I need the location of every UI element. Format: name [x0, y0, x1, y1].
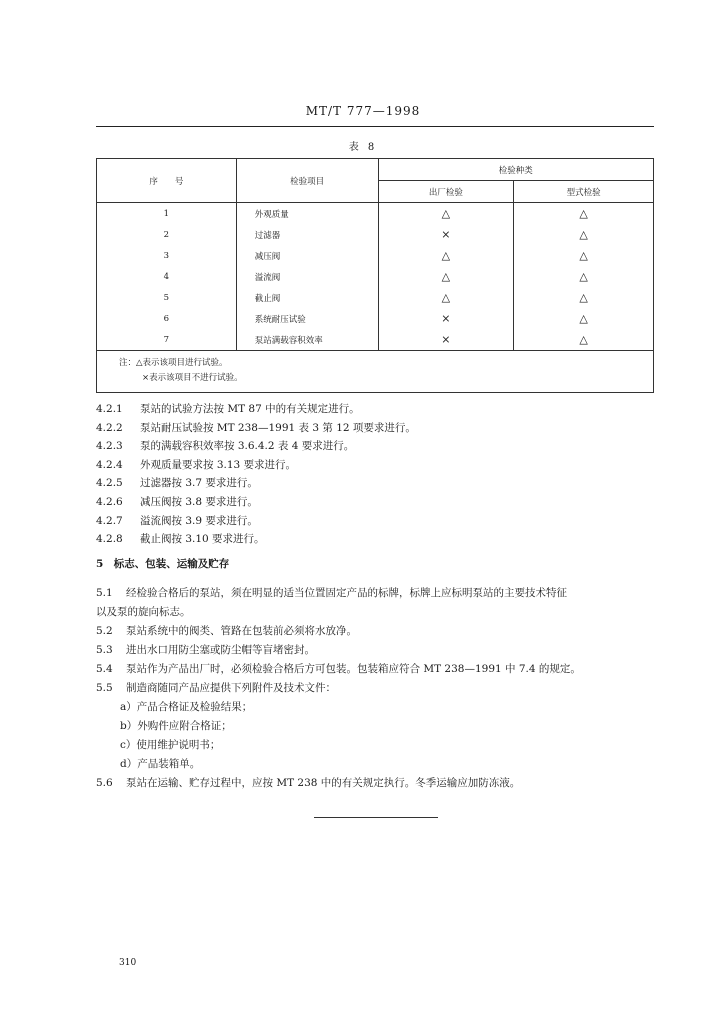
clause-line — [96, 530, 656, 549]
clause-text: 泵站耐压试验按 MT 238—1991 表 3 第 12 项要求进行。 — [140, 421, 416, 434]
clause-text: 泵站作为产品出厂时，必须检验合格后方可包装。包装箱应符合 MT 238—1991 中 7.4 的规定。 — [126, 663, 581, 675]
clause-text: 制造商随同产品应提供下列附件及技术文件： — [126, 682, 336, 694]
clause-line — [96, 456, 656, 475]
table-row — [97, 224, 654, 245]
row-factory: △ — [378, 287, 514, 308]
table-row — [97, 203, 654, 225]
clause-text: 泵站系统中的阀类、管路在包装前必须将水放净。 — [126, 625, 357, 637]
end-rule — [314, 817, 438, 818]
row-item: 外观质量 — [236, 203, 378, 225]
clause-text: 经检验合格后的泵站，须在明显的适当位置固定产品的标牌，标牌上应标明泵站的主要技术特征 — [126, 587, 567, 599]
clause-text: 截止阀按 3.10 要求进行。 — [140, 533, 265, 546]
row-item: 溢流阀 — [236, 266, 378, 287]
row-seq: 5 — [97, 287, 237, 308]
list-item: d）产品装箱单。 — [120, 758, 201, 770]
row-seq: 4 — [97, 266, 237, 287]
document-code-header: MT/T 777—1998 — [305, 104, 421, 118]
clause-number: 5.3 — [96, 644, 113, 656]
row-item: 过滤器 — [236, 224, 378, 245]
row-type: △ — [514, 224, 654, 245]
page-number: 310 — [119, 958, 137, 968]
col-header-factory: 出厂检验 — [378, 181, 514, 203]
clause-text: 泵的满载容积效率按 3.6.4.2 表 4 要求进行。 — [140, 440, 355, 453]
row-item: 系统耐压试验 — [236, 308, 378, 329]
note-line-2: ×表示该项目不进行试验。 — [142, 373, 243, 383]
table-note-row — [97, 351, 654, 393]
clause-line — [96, 474, 656, 493]
row-factory: △ — [378, 245, 514, 266]
clause-number: 4.2.3 — [96, 440, 123, 453]
row-factory: × — [378, 308, 514, 329]
clause-5-2 — [96, 622, 656, 641]
list-item: a）产品合格证及检验结果； — [120, 701, 253, 713]
clause-number: 4.2.5 — [96, 477, 123, 490]
clause-text: 泵站的试验方法按 MT 87 中的有关规定进行。 — [140, 403, 360, 415]
row-seq: 1 — [97, 203, 237, 225]
clause-number: 5.6 — [96, 777, 113, 789]
row-factory: △ — [378, 203, 514, 225]
clause-number: 4.2.7 — [96, 514, 123, 527]
row-item: 减压阀 — [236, 245, 378, 266]
list-item: c）使用维护说明书； — [120, 739, 221, 751]
table-note — [97, 351, 654, 393]
row-type: △ — [514, 329, 654, 351]
clause-line — [96, 512, 656, 531]
clause-number: 5.5 — [96, 682, 113, 694]
clause-number: 5.4 — [96, 663, 113, 675]
row-type: △ — [514, 308, 654, 329]
row-seq: 3 — [97, 245, 237, 266]
clause-text: 进出水口用防尘塞或防尘帽等盲堵密封。 — [126, 644, 315, 656]
row-seq: 2 — [97, 224, 237, 245]
col-header-type: 型式检验 — [514, 181, 654, 203]
clause-number: 4.2.1 — [96, 403, 123, 415]
col-header-seq: 序 号 — [97, 159, 237, 203]
row-type: △ — [514, 245, 654, 266]
clause-text: 外观质量要求按 3.13 要求进行。 — [140, 458, 297, 471]
clause-text: 泵站在运输、贮存过程中，应按 MT 238 中的有关规定执行。冬季运输应加防冻液。 — [126, 777, 521, 789]
row-type: △ — [514, 287, 654, 308]
table-row — [97, 308, 654, 329]
clause-line — [96, 437, 656, 456]
clause-text-continued: 以及泵的旋向标志。 — [96, 606, 191, 618]
clause-text: 减压阀按 3.8 要求进行。 — [140, 495, 258, 508]
clause-line — [96, 419, 656, 438]
table-caption: 表 8 — [348, 142, 378, 153]
clause-number: 4.2.2 — [96, 421, 123, 434]
clause-text: 溢流阀按 3.9 要求进行。 — [140, 514, 258, 527]
header-rule — [96, 126, 654, 127]
table-row — [97, 287, 654, 308]
clause-number: 5.1 — [96, 587, 113, 599]
clause-number: 4.2.8 — [96, 533, 123, 546]
clause-number: 4.2.6 — [96, 495, 123, 508]
row-type: △ — [514, 266, 654, 287]
clause-line — [96, 400, 656, 419]
note-line-1: 注：△表示该项目进行试验。 — [119, 358, 228, 368]
clause-5-1 — [96, 584, 656, 622]
row-factory: × — [378, 224, 514, 245]
clause-5-5 — [96, 679, 656, 698]
row-factory: △ — [378, 266, 514, 287]
clause-number: 5.2 — [96, 625, 113, 637]
row-item: 泵站满载容积效率 — [236, 329, 378, 351]
clause-list-4-2 — [96, 400, 656, 549]
row-item: 截止阀 — [236, 287, 378, 308]
row-type: △ — [514, 203, 654, 225]
clause-5-4 — [96, 660, 656, 679]
row-factory: × — [378, 329, 514, 351]
table-row — [97, 245, 654, 266]
col-header-group: 检验种类 — [378, 159, 653, 181]
table-row — [97, 329, 654, 351]
col-header-item: 检验项目 — [236, 159, 378, 203]
clause-5-3 — [96, 641, 656, 660]
table-row — [97, 266, 654, 287]
section-5-heading: 5 标志、包装、运输及贮存 — [96, 558, 230, 570]
row-seq: 6 — [97, 308, 237, 329]
inspection-table — [96, 158, 654, 393]
list-item: b）外购件应附合格证； — [120, 720, 232, 732]
row-seq: 7 — [97, 329, 237, 351]
clause-text: 过滤器按 3.7 要求进行。 — [140, 477, 258, 490]
clause-line — [96, 493, 656, 512]
clause-number: 4.2.4 — [96, 458, 123, 471]
clause-5-6 — [96, 774, 656, 793]
